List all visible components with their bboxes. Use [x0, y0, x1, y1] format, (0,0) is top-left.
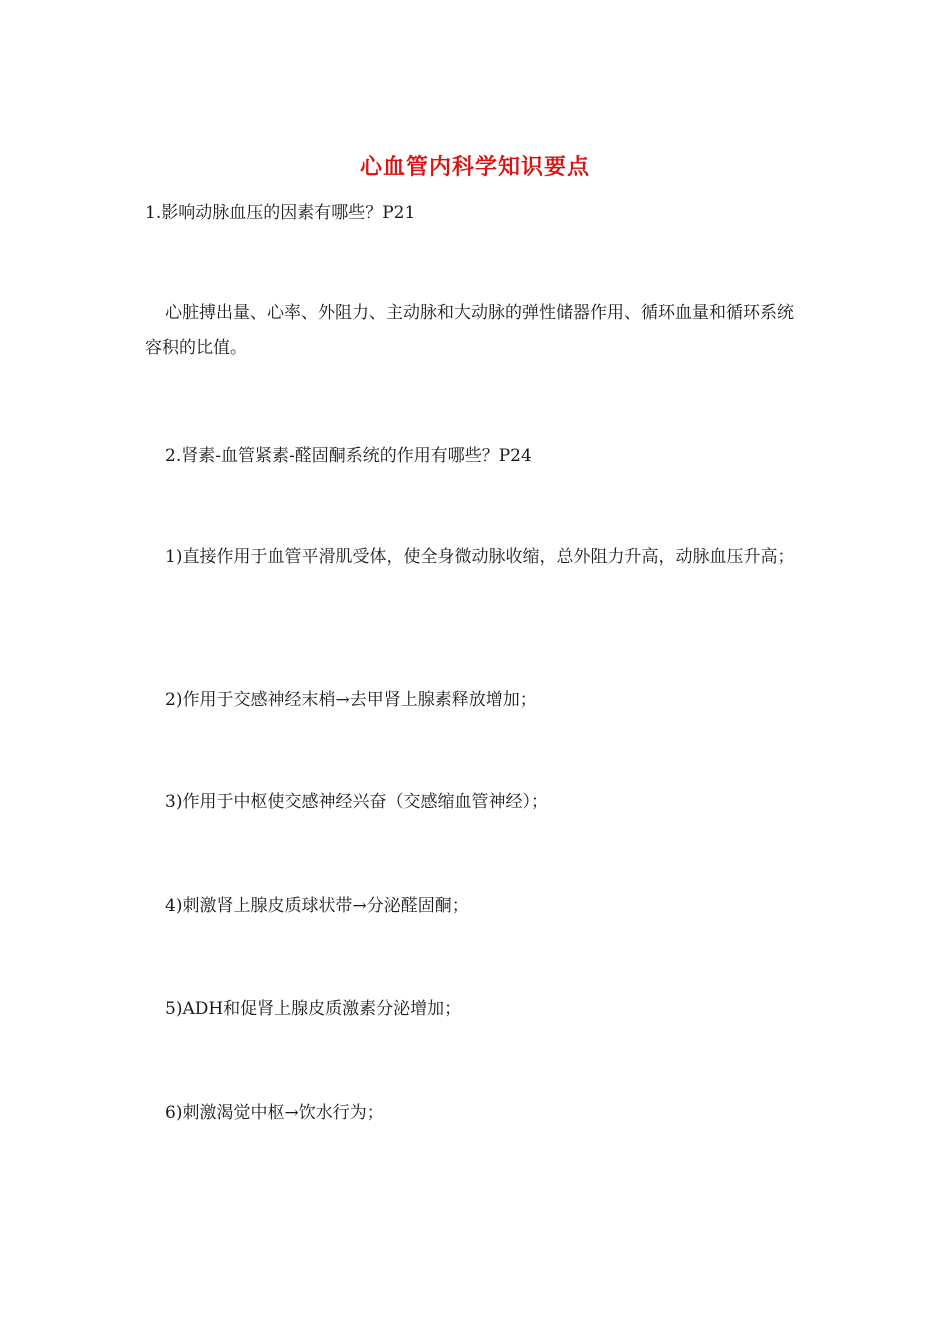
list-item: 3)作用于中枢使交感神经兴奋（交感缩血管神经）； — [165, 792, 548, 812]
list-item: 6)刺激渴觉中枢→饮水行为； — [165, 1103, 384, 1123]
list-item: 5)ADH和促肾上腺皮质激素分泌增加； — [165, 999, 462, 1019]
answer-1: 心脏搏出量、心率、外阻力、主动脉和大动脉的弹性储器作用、循环血量和循环系统容积的比值。 — [145, 303, 794, 358]
document-title: 心血管内科学知识要点 — [359, 154, 590, 180]
question-2: 2.肾素-血管紧素-醛固酮系统的作用有哪些？P24 — [165, 446, 532, 466]
list-item: 2)作用于交感神经末梢→去甲肾上腺素释放增加； — [165, 690, 537, 710]
list-item: 1)直接作用于血管平滑肌受体，使全身微动脉收缩，总外阻力升高，动脉血压升高； — [165, 547, 795, 567]
question-1: 1.影响动脉血压的因素有哪些？P21 — [145, 203, 416, 223]
list-item: 4)刺激肾上腺皮质球状带→分泌醛固酮； — [165, 896, 469, 916]
